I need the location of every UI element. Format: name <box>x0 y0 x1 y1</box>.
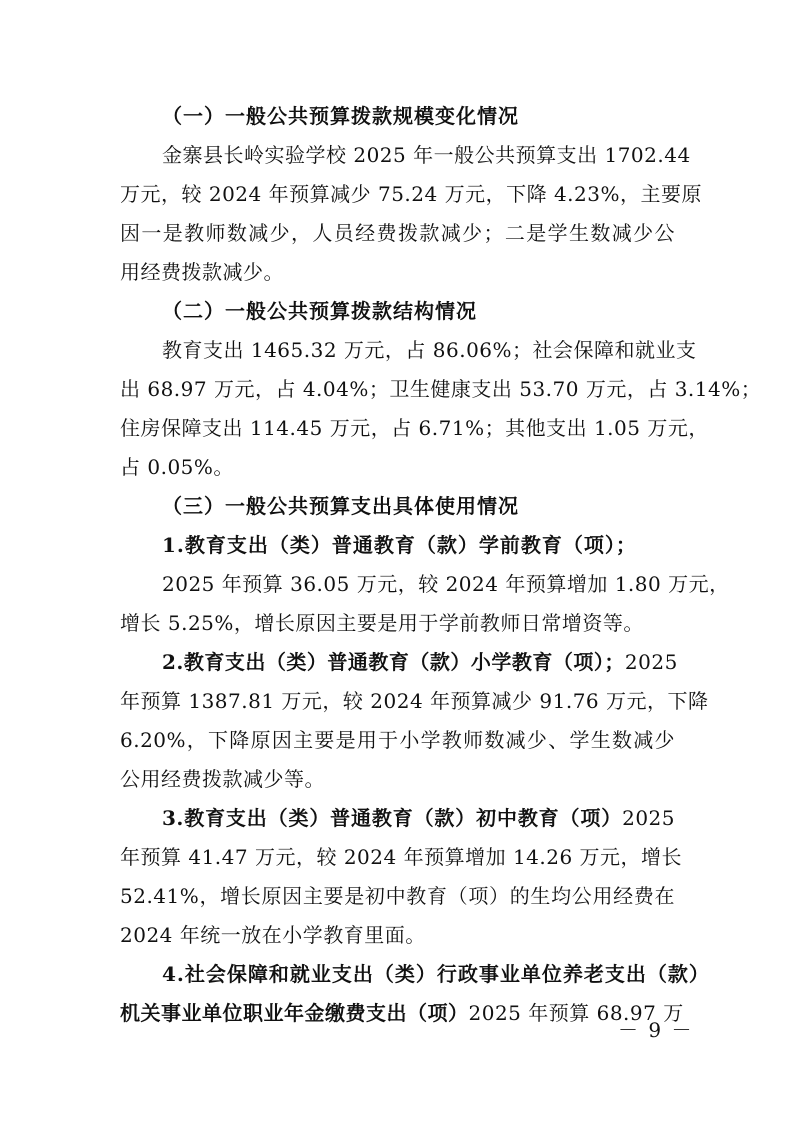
item-1-line-1: 2025 年预算 36.05 万元，较 2024 年预算增加 1.80 万元， <box>162 572 730 596</box>
item-2-title: 2.教育支出（类）普通教育（款）小学教育（项）； <box>162 650 625 674</box>
item-3-line-1: 年预算 41.47 万元，较 2024 年预算增加 14.26 万元，增长 <box>120 845 683 869</box>
paragraph-1-line-2: 万元，较 2024 年预算减少 75.24 万元，下降 4.23%，主要原 <box>120 182 702 206</box>
paragraph-2-line-2: 出 68.97 万元，占 4.04%；卫生健康支出 53.70 万元，占 3.14%； <box>120 377 762 401</box>
item-4-second-line <box>120 997 684 1029</box>
item-2-inline-text: 2025 <box>624 650 678 674</box>
item-1-title: 1.教育支出（类）普通教育（款）学前教育（项）； <box>162 533 637 557</box>
paragraph-2-line-4: 占 0.05%。 <box>120 455 234 479</box>
paragraph-1-line-1: 金寨县长岭实验学校 2025 年一般公共预算支出 1702.44 <box>162 143 691 167</box>
item-3-title: 3.教育支出（类）普通教育（款）初中教育（项） <box>162 806 623 830</box>
item-4-title-line-1: 4.社会保障和就业支出（类）行政事业单位养老支出（款） <box>162 962 710 986</box>
item-3-line-2: 52.41%，增长原因主要是初中教育（项）的生均公用经费在 <box>120 884 675 908</box>
section-heading-3: （三）一般公共预算支出具体使用情况 <box>162 494 519 518</box>
document-body <box>120 100 762 1029</box>
item-3-inline-text: 2025 <box>622 806 675 830</box>
item-4-inline-text: 2025 年预算 68.97 万 <box>468 1001 684 1025</box>
section-heading-1: （一）一般公共预算拨款规模变化情况 <box>162 104 519 128</box>
item-2-line-1: 年预算 1387.81 万元，较 2024 年预算减少 91.76 万元，下降 <box>120 689 709 713</box>
page-number: － 9 － <box>618 1018 694 1042</box>
paragraph-2-line-1: 教育支出 1465.32 万元，占 86.06%；社会保障和就业支 <box>162 338 697 362</box>
item-3-line-3: 2024 年统一放在小学教育里面。 <box>120 923 426 947</box>
item-2-first-line <box>120 646 678 678</box>
item-4-title-line-2: 机关事业单位职业年金缴费支出（项） <box>120 1001 469 1025</box>
item-1-line-2: 增长 5.25%，增长原因主要是用于学前教师日常增资等。 <box>120 611 644 635</box>
paragraph-1-line-4: 用经费拨款减少。 <box>120 260 284 284</box>
item-3-first-line <box>120 802 675 834</box>
section-heading-2: （二）一般公共预算拨款结构情况 <box>162 299 477 323</box>
item-2-line-2: 6.20%，下降原因主要是用于小学教师数减少、学生数减少 <box>120 728 675 752</box>
paragraph-1-line-3: 因一是教师数减少，人员经费拨款减少；二是学生数减少公 <box>120 221 675 245</box>
item-2-line-3: 公用经费拨款减少等。 <box>120 767 325 791</box>
paragraph-2-line-3: 住房保障支出 114.45 万元，占 6.71%；其他支出 1.05 万元， <box>120 416 709 440</box>
